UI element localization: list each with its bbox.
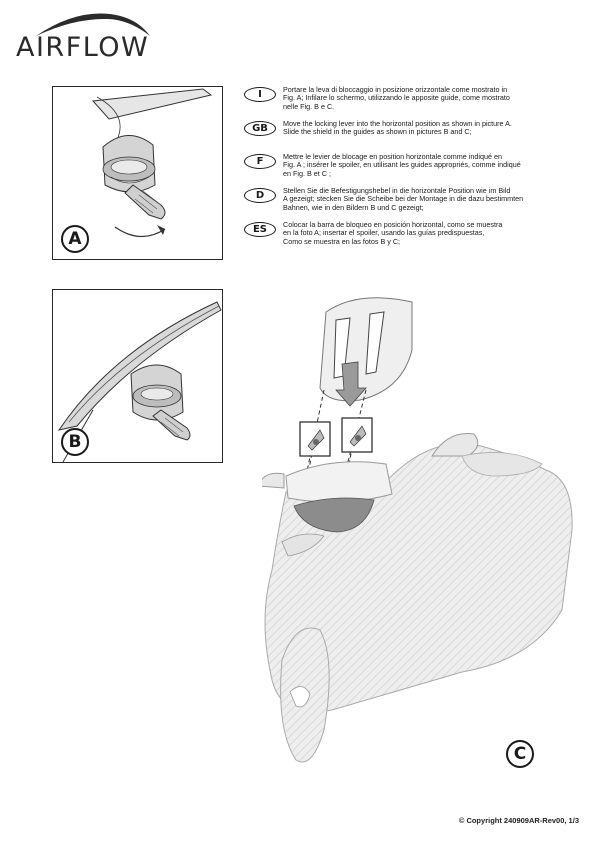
language-badge: D <box>244 188 276 203</box>
language-badge: GB <box>244 121 276 136</box>
language-badge: I <box>244 87 276 102</box>
figure-a-panel <box>52 86 223 260</box>
figure-b-label: B <box>61 428 89 456</box>
copyright-footer: © Copyright 240909AR-Rev00, 1/3 <box>458 816 579 825</box>
scooter-drawing <box>262 280 577 780</box>
airflow-logo <box>14 10 164 66</box>
instruction-text: Mettre le levier de blocage en position horizontale comme indiqué en Fig. A ; insérer le spoiler, en utilisant les guides appropriés, comme indiqué en Fig. B et C ; <box>283 152 521 178</box>
figure-c-illustration <box>262 280 577 780</box>
instruction-text: Move the locking lever into the horizontal position as shown in picture A. Slide the shield in the guides as shown in pictures B and C; <box>283 119 512 137</box>
instruction-text: Colocar la barra de bloqueo en posición horizontal, como se muestra en la foto A; insertar el spoiler, usando las guías predispuestas, Como se muestra en las fotos B y C; <box>283 220 503 246</box>
instruction-text: Stellen Sie die Befestigungshebel in die horizontale Position wie im Bild A gezeigt; stecken Sie die Scheibe bei der Montage in die dazu bestimmten Bahnen, wie in den Bildern B und C gezeigt; <box>283 186 524 212</box>
figure-b-panel <box>52 289 223 463</box>
instruction-text: Portare la leva di bloccaggio in posizione orizzontale come mostrato in Fig. A; Infilare lo schermo, utilizzando le apposite guide, come mostrato nelle Fig. B e C. <box>283 85 510 111</box>
language-badge: F <box>244 154 276 169</box>
figure-c-label: C <box>506 740 534 768</box>
logo-wordmark: AIRFLOW <box>16 32 150 63</box>
figure-a-label: A <box>61 225 89 253</box>
language-badge: ES <box>244 222 276 237</box>
